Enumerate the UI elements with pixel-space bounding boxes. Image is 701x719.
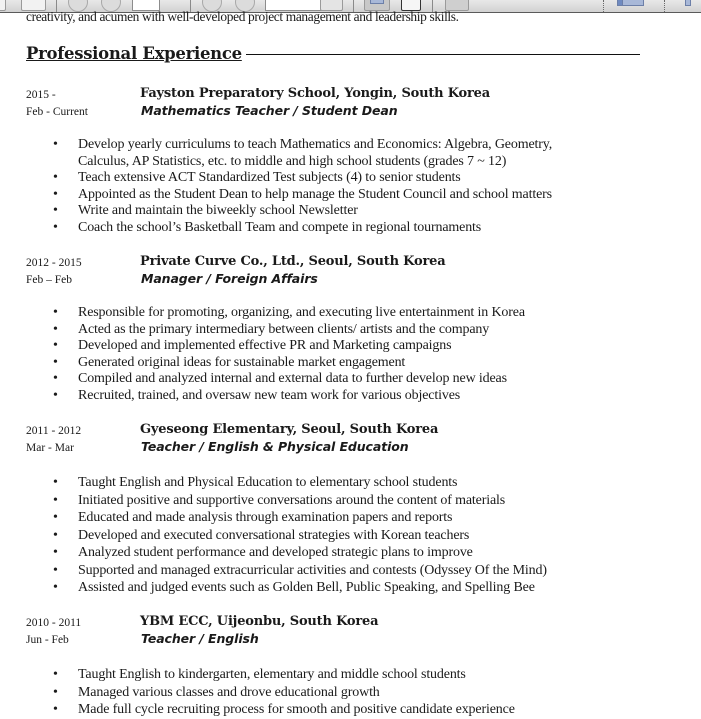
bullet-icon: • — [53, 371, 58, 387]
list-item — [0, 701, 515, 719]
job-role: Mathematics Teacher / Student Dean — [141, 103, 398, 118]
list-item — [0, 579, 547, 597]
bullet-icon: • — [53, 545, 58, 560]
list-item — [0, 492, 547, 510]
bullet-text: Analyzed student performance and developed strategic plans to improve — [78, 545, 473, 560]
bullet-text: Made full cycle recruiting process for smooth and positive candidate experience — [78, 702, 515, 717]
bullet-icon: • — [53, 321, 58, 337]
job-bullet-list — [0, 474, 547, 597]
bullet-text: Taught English and Physical Education to elementary school students — [78, 475, 458, 490]
list-item — [0, 187, 552, 204]
job-company: Fayston Preparatory School, Yongin, South Korea — [140, 86, 490, 101]
bullet-text: Recruited, trained, and oversaw new team work for various objectives — [78, 387, 461, 403]
job-company: Private Curve Co., Ltd., Seoul, South Korea — [140, 254, 446, 269]
bullet-icon: • — [53, 354, 58, 370]
bullet-text: Developed and implemented effective PR and Marketing campaigns — [78, 338, 452, 354]
bullet-icon: • — [53, 170, 58, 186]
toolbar-separator — [603, 0, 604, 12]
section-divider — [246, 54, 640, 55]
job-months: Feb - Current — [26, 106, 88, 118]
toolbar-icon[interactable] — [685, 0, 691, 6]
bullet-text: Compiled and analyzed internal and external data to further develop new ideas — [78, 371, 507, 387]
bullet-text: Write and maintain the biweekly school Newsletter — [78, 203, 358, 219]
fit-page-icon — [370, 0, 384, 4]
bullet-icon: • — [53, 137, 58, 152]
job-role: Teacher / English — [141, 631, 259, 646]
job-company: YBM ECC, Uijeonbu, South Korea — [140, 614, 379, 629]
job-years: 2010 - 2011 — [26, 617, 82, 629]
bullet-text: Generated original ideas for sustainable market engagement — [78, 354, 406, 370]
bullet-icon: • — [53, 387, 58, 403]
bullet-text: Educated and made analysis through examination papers and reports — [78, 510, 453, 525]
list-item-continuation — [0, 154, 552, 171]
list-item — [0, 388, 525, 405]
job-months: Jun - Feb — [26, 634, 69, 646]
bullet-icon: • — [53, 580, 58, 595]
bullet-text: Coach the school’s Basketball Team and compete in regional tournaments — [78, 219, 482, 235]
bullet-icon: • — [53, 684, 58, 700]
list-item — [0, 355, 525, 372]
bullet-icon: • — [53, 475, 58, 490]
summary-line: creativity, and acumen with well-developed project management and leadership skills. — [26, 9, 459, 24]
bullet-text: Developed and executed conversational strategies with Korean teachers — [78, 527, 470, 543]
job-bullet-list — [0, 666, 515, 719]
bullet-icon: • — [53, 667, 58, 682]
bullet-text: Develop yearly curriculums to teach Mathematics and Economics: Algebra, Geometry, — [78, 137, 553, 152]
job-months: Feb – Feb — [26, 274, 72, 286]
list-item — [0, 371, 525, 388]
bullet-text: Calculus, AP Statistics, etc. to middle and high school students (grades 7 ~ 12) — [78, 153, 507, 169]
bullet-icon: • — [53, 702, 58, 717]
list-item — [0, 562, 547, 580]
bullet-icon: • — [53, 305, 58, 320]
bullet-text: Appointed as the Student Dean to help manage the Student Council and school matters — [78, 186, 552, 202]
toolbar-separator — [664, 0, 665, 12]
list-item — [0, 527, 547, 545]
list-item — [0, 137, 552, 154]
bullet-icon: • — [53, 219, 58, 235]
job-bullet-list — [0, 137, 552, 237]
bullet-icon: • — [53, 527, 58, 543]
bullet-icon: • — [53, 562, 58, 578]
bullet-icon: • — [53, 510, 58, 525]
job-years: 2011 - 2012 — [26, 425, 82, 437]
list-item — [0, 203, 552, 220]
list-item — [0, 305, 525, 322]
bullet-text: Responsible for promoting, organizing, and executing live entertainment in Korea — [78, 305, 525, 320]
job-company: Gyeseong Elementary, Seoul, South Korea — [140, 422, 439, 437]
list-item — [0, 338, 525, 355]
toolbar-button-edge[interactable] — [0, 0, 6, 11]
job-months: Mar - Mar — [26, 442, 74, 454]
job-role: Manager / Foreign Affairs — [141, 271, 318, 286]
list-item — [0, 220, 552, 237]
job-bullet-list — [0, 305, 525, 405]
section-title-professional-experience: Professional Experience — [26, 44, 242, 63]
job-role: Teacher / English & Physical Education — [141, 439, 409, 454]
bullet-text: Teach extensive ACT Standardized Test subjects (4) to senior students — [78, 170, 461, 186]
bullet-text: Supported and managed extracurricular activities and contests (Odyssey Of the Mind) — [78, 562, 547, 578]
toolbar-icon[interactable] — [622, 0, 644, 6]
list-item — [0, 509, 547, 527]
list-item — [0, 170, 552, 187]
list-item — [0, 684, 515, 702]
bullet-text: Initiated positive and supportive conversations around the content of materials — [78, 492, 506, 508]
bullet-text: Assisted and judged events such as Golden Bell, Public Speaking, and Spelling Bee — [78, 580, 535, 595]
list-item — [0, 666, 515, 684]
bullet-icon: • — [53, 338, 58, 354]
bullet-icon: • — [53, 186, 58, 202]
bullet-icon: • — [53, 203, 58, 219]
bullet-icon: • — [53, 492, 58, 508]
bullet-text: Acted as the primary intermediary between clients/ artists and the company — [78, 321, 490, 337]
bullet-text: Managed various classes and drove educational growth — [78, 684, 380, 700]
job-years: 2012 - 2015 — [26, 257, 82, 269]
list-item — [0, 322, 525, 339]
list-item — [0, 544, 547, 562]
job-years: 2015 - — [26, 89, 56, 101]
bullet-text: Taught English to kindergarten, elementary and middle school students — [78, 667, 466, 682]
list-item — [0, 474, 547, 492]
